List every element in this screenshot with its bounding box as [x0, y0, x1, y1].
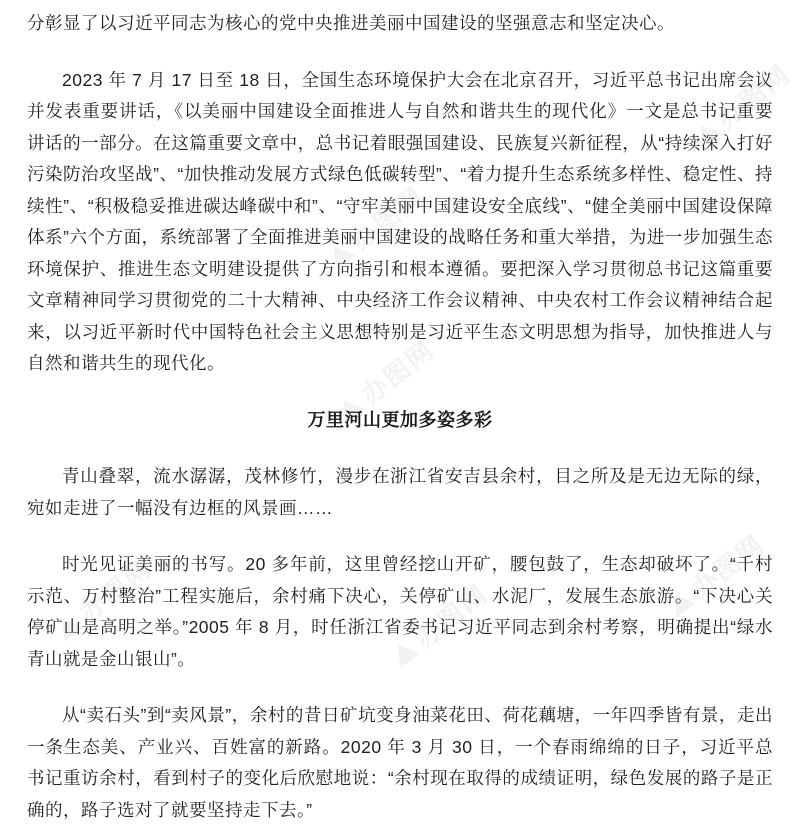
- section-heading: 万里河山更加多姿多彩: [307, 409, 493, 430]
- watermark-text: 办图网: [685, 528, 771, 605]
- watermark-text: 办图网: [409, 578, 495, 655]
- paragraph-body: 从“卖石头”到“卖风景”，余村的昔日矿坑变身油菜花田、荷花藕塘，一年四季皆有景，走出一条生态美、产业兴、百姓富的新路。2020 年 3 月 30 日，一个春雨绵绵的日子，习近平总书记重访余村，看到村子的变化后欣慰地说：“余村现在取得的成绩证明，绿色发展的路子是正确的，路子选对了就要坚持走下去。”: [27, 705, 773, 820]
- watermark-text: 办图网: [345, 180, 431, 257]
- paragraph-continuation: 分彰显了以习近平同志为核心的党中央推进美丽中国建设的坚强意志和坚定决心。: [27, 13, 675, 33]
- paragraph-body: 青山叠翠，流水潺潺，茂林修竹，漫步在浙江省安吉县余村，目之所及是无边无际的绿，宛如走进了一幅没有边框的风景画……: [27, 466, 773, 518]
- watermark-text: 办图网: [355, 334, 441, 411]
- paragraph-body: 时光见证美丽的书写。20 多年前，这里曾经挖山开矿，腰包鼓了，生态却破坏了。“千村示范、万村整治”工程实施后，余村痛下决心，关停矿山、水泥厂，发展生态旅游。“下决心关停矿山是高明之举。”2005 年 8 月，时任浙江省委书记习近平同志到余村考察，明确提出“绿水青山就是金山银山”。: [27, 554, 773, 669]
- paragraph-body: 2023 年 7 月 17 日至 18 日，全国生态环境保护大会在北京召开，习近平总书记出席会议并发表重要讲话，《以美丽中国建设全面推进人与自然和谐共生的现代化》一文是总书记重要讲话的一部分。在这篇重要文章中，总书记着眼强国建设、民族复兴新征程，从“持续深入打好污染防治攻坚战”、“加快推动发展方式绿色低碳转型”、“着力提升生态系统多样性、稳定性、持续性”、“积极稳妥推进碳达峰碳中和”、“守牢美丽中国建设安全底线”、“健全美丽中国建设保障体系”六个方面，系统部署了全面推进美丽中国建设的战略任务和重大举措，为进一步加强生态环境保护、推进生态文明建设提供了方向指引和根本遵循。要把深入学习贯彻总书记这篇重要文章精神同学习贯彻党的二十大精神、中央经济工作会议精神、中央农村工作会议精神结合起来，以习近平新时代中国特色社会主义思想特别是习近平生态文明思想为指导，加快推进人与自然和谐共生的现代化。: [27, 69, 773, 373]
- watermark-text: 办图网: [73, 552, 159, 629]
- watermark-text: 办图网: [711, 58, 797, 135]
